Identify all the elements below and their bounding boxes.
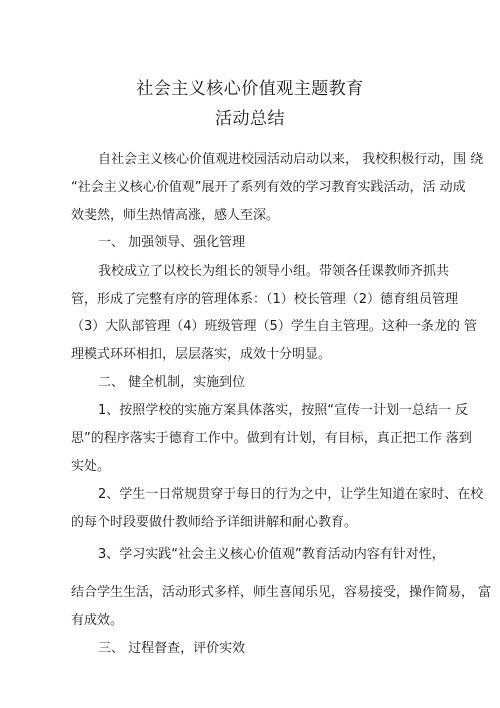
paragraph-intro-line-1: 自社会主义核心价值观进校园活动启动以来， 我校积极行动，围 绕 xyxy=(98,152,484,167)
section-1-line-4: 理模式环环相扣，层层落实，成效十分明显。 xyxy=(71,347,332,362)
section-heading-1: 一、 加强领导、强化管理 xyxy=(98,235,246,250)
section-heading-2: 二、 健全机制，实施到位 xyxy=(98,375,246,390)
section-1-line-1: 我校成立了以校长为组长的领导小组。带领各任课教师齐抓共 xyxy=(98,264,450,279)
item-1-line-3: 实处。 xyxy=(71,459,111,474)
document-subtitle: 活动总结 xyxy=(215,109,285,129)
item-3-line-2: 结合学生生活，活动形式多样，师生喜闻乐见，容易接受，操作简易， 富 xyxy=(71,585,492,600)
paragraph-intro-line-2: “社会主义核心价值观”展开了系列有效的学习教育实践活动，活 动成 xyxy=(71,180,466,195)
section-1-line-3: （3）大队部管理（4）班级管理（5）学生自主管理。这种一条龙的 管 xyxy=(71,319,477,334)
item-2-line-1: 2、学生一日常规贯穿于每日的行为之中，让学生知道在家时、在校 xyxy=(98,487,484,502)
item-3-line-1: 3、学习实践“社会主义核心价值观”教育活动内容有针对性， xyxy=(98,547,445,562)
section-1-line-2: 管，形成了完整有序的管理体系：（1）校长管理（2）德育组员管理 xyxy=(71,292,459,307)
item-1-line-1: 1、按照学校的实施方案具体落实，按照“宣传一计划一总结一 反 xyxy=(98,403,469,418)
item-2-line-2: 的每个时段要做什教师给予详细讲解和耐心教育。 xyxy=(71,515,358,530)
section-heading-3: 三、 过程督查，评价实效 xyxy=(98,641,246,656)
item-1-line-2: 思”的程序落实于德育工作中。做到有计划，有目标，真正把工作 落到 xyxy=(71,431,472,446)
document-title: 社会主义核心价值观主题教育 xyxy=(136,79,364,99)
item-3-line-3: 有成效。 xyxy=(71,613,124,628)
paragraph-intro-line-3: 效斐然，师生热情高涨，感人至深。 xyxy=(71,208,280,223)
